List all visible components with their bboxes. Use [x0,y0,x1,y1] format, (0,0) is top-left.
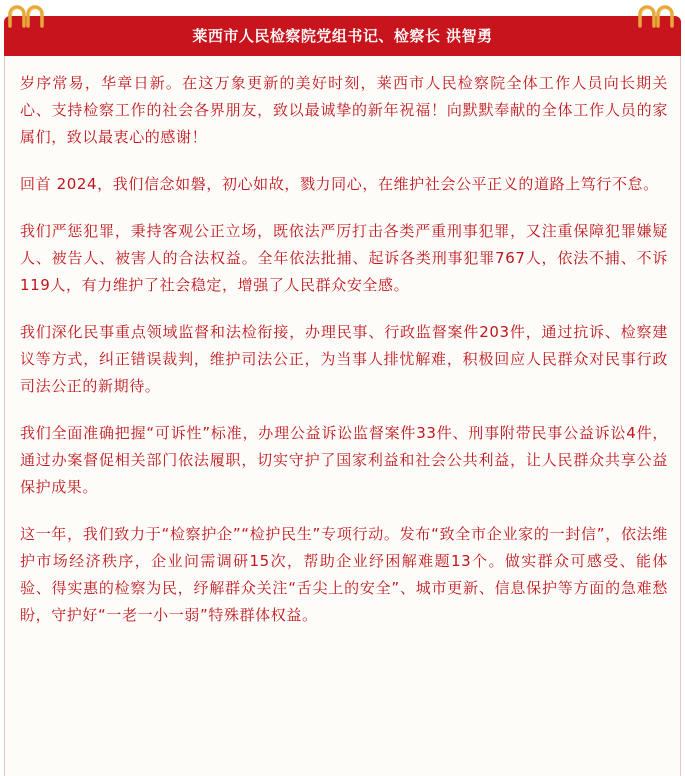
title-banner [4,16,681,56]
gold-ring-icon [636,2,676,28]
article-body [20,70,668,649]
paragraph-greeting: 岁序常易，华章日新。在这万象更新的美好时刻，莱西市人民检察院全体工作人员向长期关心、支持检察工作的社会各界朋友，致以最诚挚的新年祝福！向默默奉献的全体工作人员的家属们，致以最衷心的感谢！ [20,74,668,146]
paragraph-civil: 我们深化民事重点领域监督和法检衔接，办理民事、行政监督案件203件，通过抗诉、检察建议等方式，纠正错误裁判，维护司法公正，为当事人排忧解难，积极回应人民群众对民事行政司法公正的新期待。 [20,323,668,395]
paragraph-public-interest: 我们全面准确把握“可诉性”标准，办理公益诉讼监督案件33件、刑事附带民事公益诉讼4件，通过办案督促相关部门依法履职，切实守护了国家利益和社会公共利益，让人民群众共享公益保护成果。 [20,424,668,496]
gold-ring-icon [6,2,46,28]
paragraph-review: 回首 2024，我们信念如磐，初心如故，戮力同心，在维护社会公平正义的道路上笃行不怠。 [20,175,659,193]
banner-title: 莱西市人民检察院党组书记、检察长 洪智勇 [192,27,493,45]
paragraph-criminal: 我们严惩犯罪，秉持客观公正立场，既依法严厉打击各类严重刑事犯罪，又注重保障犯罪嫌疑人、被告人、被害人的合法权益。全年依法批捕、起诉各类刑事犯罪767人，依法不捕、不诉119人，有力维护了社会稳定，增强了人民群众安全感。 [20,222,668,294]
paragraph-enterprise: 这一年，我们致力于“检察护企”“检护民生”专项行动。发布“致全市企业家的一封信”，依法维护市场经济秩序，企业问需调研15次，帮助企业纾困解难题13个。做实群众可感受、能体验、得实惠的检察为民，纾解群众关注“舌尖上的安全”、城市更新、信息保护等方面的急难愁盼，守护好“一老一小一弱”特殊群体权益。 [20,525,668,624]
